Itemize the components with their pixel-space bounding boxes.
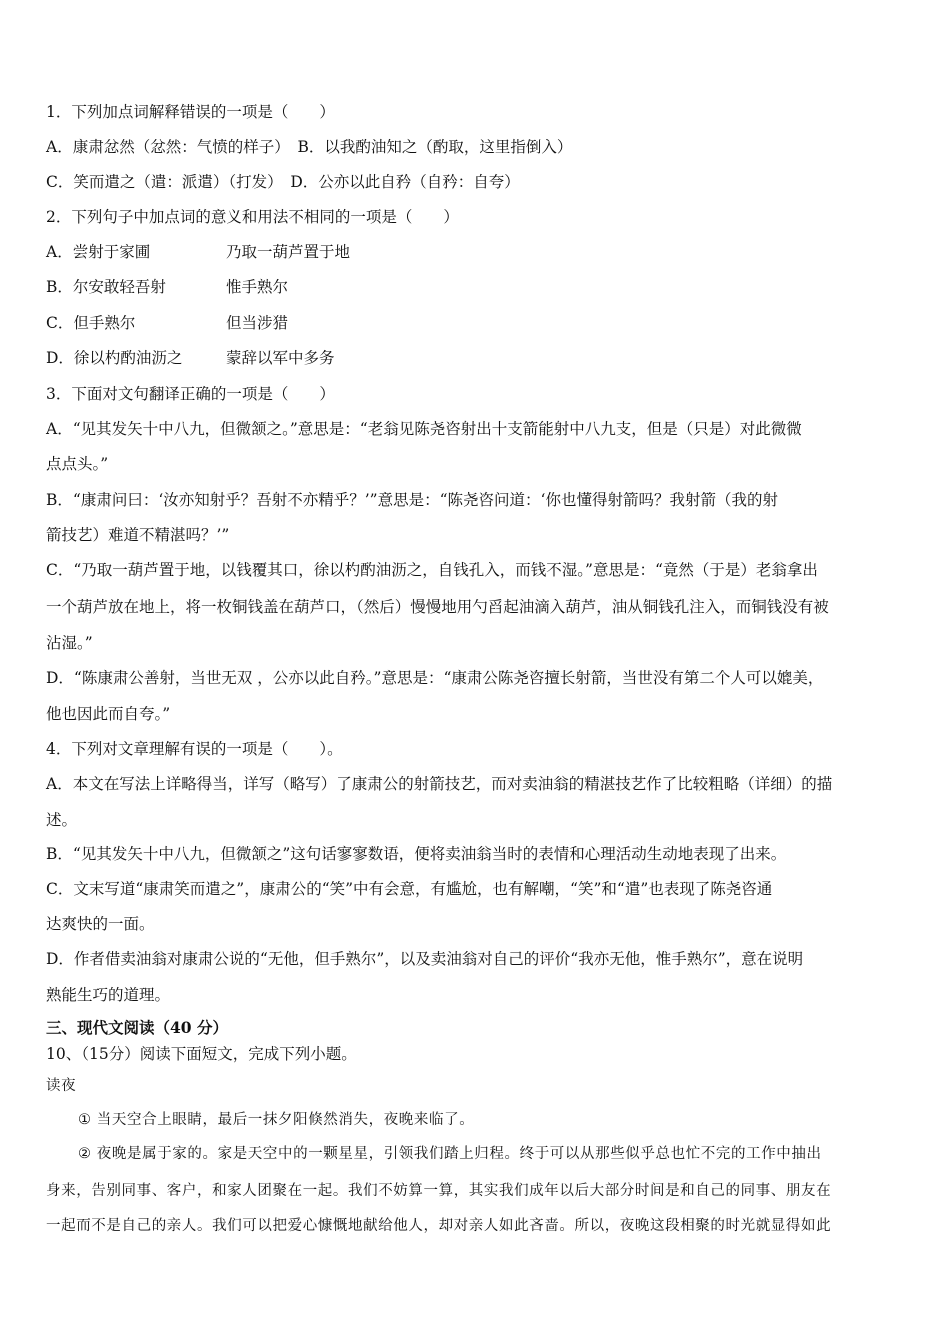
q3-option-d-line1: D．“陈康肃公善射，当世无双 ，公亦以此自矜。”意思是：“康肃公陈尧咨擅长射箭，当世没有第二个人可以媲美， — [46, 669, 824, 687]
q2-option-c-left: C．但手熟尔 — [46, 314, 136, 332]
q2-option-a-right: 乃取一葫芦置于地 — [226, 243, 351, 261]
q4-option-b-line1: B．“见其发矢十中八九，但微颔之”这句话寥寥数语，便将卖油翁当时的表情和心理活动生动地表现了出来。 — [46, 845, 787, 863]
q4-option-a-line2: 述。 — [46, 811, 78, 829]
section-title: 三、现代文阅读（40 分） — [46, 1018, 228, 1037]
q2-option-b-right: 惟手熟尔 — [226, 278, 289, 296]
q2-stem: 2．下列句子中加点词的意义和用法不相同的一项是（ ） — [46, 208, 459, 226]
q3-option-c-line2: 一个葫芦放在地上，将一枚铜钱盖在葫芦口，（然后）慢慢地用勺舀起油滴入葫芦，油从铜钱孔注入，而铜钱没有被 — [46, 598, 829, 616]
q2-option-c-right: 但当涉猎 — [226, 314, 289, 332]
q4-option-a-line1: A．本文在写法上详略得当，详写（略写）了康肃公的射箭技艺，而对卖油翁的精湛技艺作了比较粗略（详细）的描 — [46, 775, 833, 793]
passage-paragraph-1: ① 当天空合上眼睛，最后一抹夕阳倏然消失，夜晚来临了。 — [78, 1112, 475, 1128]
passage-paragraph-2-line3: 一起而不是自己的亲人。我们可以把爱心慷慨地献给他人，却对亲人如此吝啬。所以，夜晚这段相聚的时光就显得如此 — [46, 1218, 832, 1234]
q3-option-a-line2: 点点头。” — [46, 455, 109, 473]
q4-option-d-line1: D．作者借卖油翁对康肃公说的“无他，但手熟尔”，以及卖油翁对自己的评价“我亦无他，惟手熟尔”，意在说明 — [46, 950, 804, 968]
q4-option-c-line2: 达爽快的一面。 — [46, 915, 155, 933]
q10-instructions: 10、（15分）阅读下面短文，完成下列小题。 — [46, 1045, 357, 1063]
q4-option-d-line2: 熟能生巧的道理。 — [46, 986, 171, 1004]
q3-option-b-line2: 箭技艺）难道不精湛吗？’” — [46, 526, 230, 544]
q3-option-d-line2: 他也因此而自夸。” — [46, 705, 171, 723]
q3-option-a-line1: A．“见其发矢十中八九，但微颔之。”意思是：“老翁见陈尧咨射出十支箭能射中八九支，但是（只是）对此微微 — [46, 420, 802, 438]
q3-stem: 3．下面对文句翻译正确的一项是（ ） — [46, 385, 335, 403]
q4-stem: 4．下列对文章理解有误的一项是（ ）。 — [46, 740, 343, 758]
q3-option-c-line3: 沾湿。” — [46, 634, 93, 652]
q3-option-b-line1: B．“康肃问曰：‘汝亦知射乎？吾射不亦精乎？’”意思是：“陈尧咨问道：‘你也懂得射箭吗？我射箭（我的射 — [46, 491, 778, 509]
q2-option-a-left: A．尝射于家圃 — [46, 243, 151, 261]
q3-option-c-line1: C．“乃取一葫芦置于地，以钱覆其口，徐以杓酌油沥之，自钱孔入，而钱不湿。”意思是：“竟然（于是）老翁拿出 — [46, 561, 818, 579]
q2-option-c — [46, 313, 916, 333]
q2-option-d-right: 蒙辞以军中多务 — [226, 349, 335, 367]
q2-option-b — [46, 277, 916, 297]
q1-options-cd: C．笑而遣之（遣：派遣）（打发） D．公亦以此自矜（自矜：自夸） — [46, 173, 520, 191]
q1-stem: 1．下列加点词解释错误的一项是（ ） — [46, 103, 335, 121]
passage-title: 读夜 — [46, 1078, 77, 1094]
passage-paragraph-2-line2: 身来，告别同事、客户，和家人团聚在一起。我们不妨算一算，其实我们成年以后大部分时间是和自己的同事、朋友在 — [46, 1183, 832, 1199]
q2-option-b-left: B．尔安敢轻吾射 — [46, 278, 166, 296]
q2-option-a — [46, 242, 916, 262]
q2-option-d-left: D．徐以杓酌油沥之 — [46, 349, 183, 367]
passage-paragraph-2-line1: ② 夜晚是属于家的。家是天空中的一颗星星，引领我们踏上归程。终于可以从那些似乎总也忙不完的工作中抽出 — [78, 1146, 822, 1162]
q1-options-ab: A．康肃忿然（忿然：气愤的样子） B．以我酌油知之（酌取，这里指倒入） — [46, 138, 573, 156]
q2-option-d — [46, 348, 916, 368]
q4-option-c-line1: C．文末写道“康肃笑而遣之”，康肃公的“笑”中有会意，有尴尬，也有解嘲，“笑”和“遣”也表现了陈尧咨通 — [46, 880, 773, 898]
